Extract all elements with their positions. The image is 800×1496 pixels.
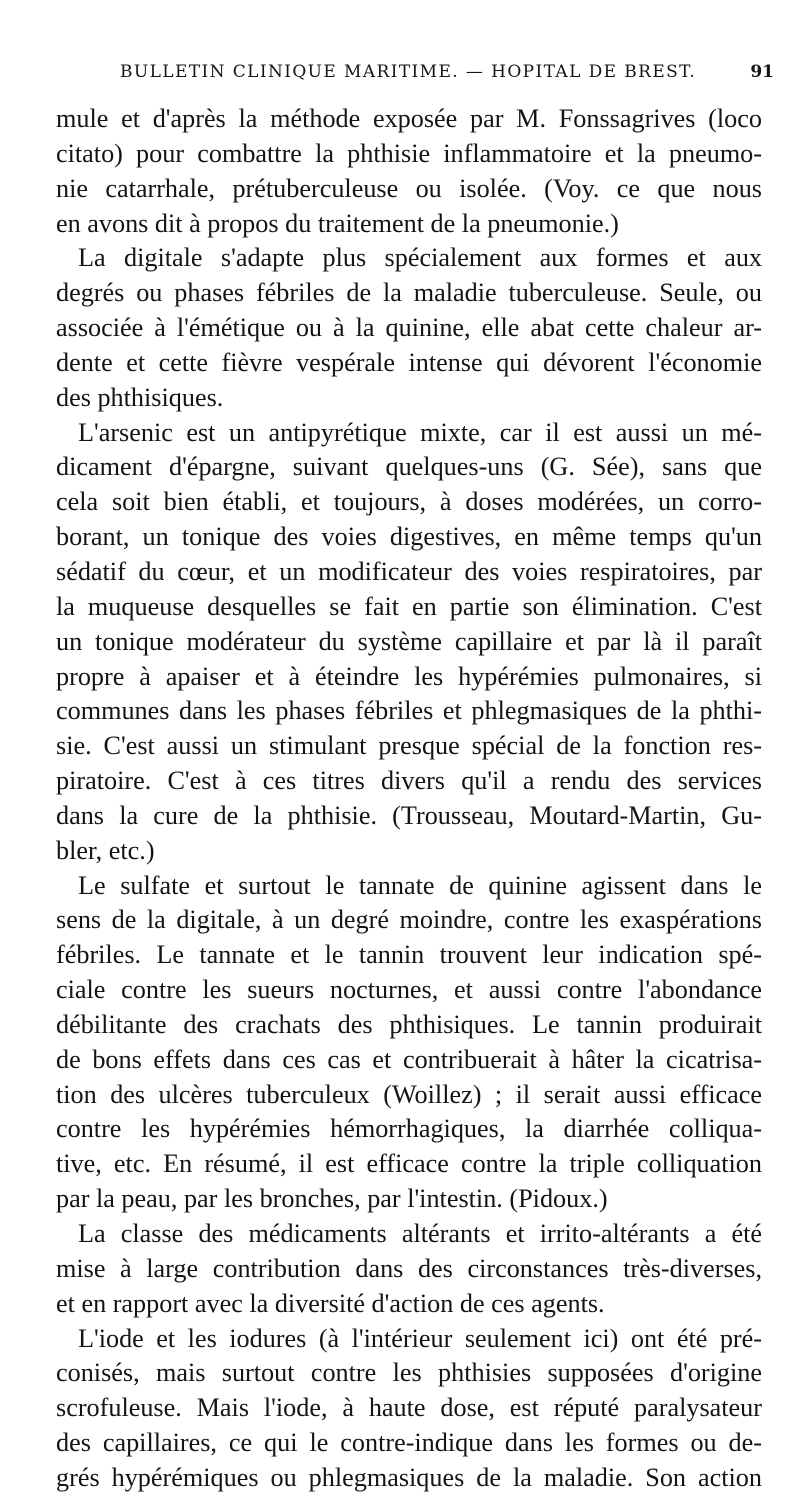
paragraph-first-line: La digitale s'adapte plus spécialement aux formes et aux <box>78 243 762 273</box>
text-line: un tonique modérateur du système capillaire et par là il paraît <box>56 626 762 656</box>
text-line: communes dans les phases fébriles et phlegmasiques de la phthi- <box>56 696 762 726</box>
text-line: propre à apaiser et à éteindre les hypérémies pulmonaires, si <box>56 661 762 691</box>
text-line: scrofuleuse. Mais l'iode, à haute dose, est réputé paralysateur <box>56 1393 762 1423</box>
text-line: associée à l'émétique ou à la quinine, elle abat cette chaleur ar- <box>56 313 762 343</box>
text-line: mule et d'après la méthode exposée par M. Fonssagrives (loco <box>56 104 762 133</box>
text-line: citato) pour combattre la phthisie inflammatoire et la pneumo- <box>56 138 762 168</box>
text-line: cela soit bien établi, et toujours, à doses modérées, un corro- <box>56 487 762 517</box>
text-line: débilitante des crachats des phthisiques. Le tannin produirait <box>56 1009 762 1039</box>
text-line: de bons effets dans ces cas et contribuerait à hâter la cicatrisa- <box>56 1044 762 1074</box>
text-line: grés hypérémiques ou phlegmasiques de la maladie. Son action <box>56 1462 762 1492</box>
body-text <box>56 102 762 1496</box>
text-line: fébriles. Le tannate et le tannin trouvent leur indication spé- <box>56 940 762 970</box>
paragraph-first-line: L'arsenic est un antipyrétique mixte, car il est aussi un mé- <box>78 417 762 447</box>
text-line: la muqueuse desquelles se fait en partie son élimination. C'est <box>56 591 762 621</box>
paragraph-first-line: Le sulfate et surtout le tannate de quinine agissent dans le <box>78 870 762 900</box>
text-line: en avons dit à propos du traitement de la pneumonie.) <box>56 208 619 238</box>
paragraph-first-line: La classe des médicaments altérants et irrito-altérants a été <box>78 1219 762 1248</box>
text-line: conisés, mais surtout contre les phthisies supposées d'origine <box>56 1358 762 1388</box>
text-line: bler, etc.) <box>56 835 155 865</box>
text-line: nie catarrhale, prétuberculeuse ou isolée. (Voy. ce que nous <box>56 173 762 203</box>
text-line: sens de la digitale, à un degré moindre, contre les exaspérations <box>56 905 762 935</box>
text-line: piratoire. C'est à ces titres divers qu'il a rendu des services <box>56 766 762 796</box>
text-line: dente et cette fièvre vespérale intense qui dévorent l'économie <box>56 347 762 377</box>
text-line: ciale contre les sueurs nocturnes, et aussi contre l'abondance <box>56 975 762 1005</box>
text-line: contre les hypérémies hémorrhagiques, la diarrhée colliqua- <box>56 1114 762 1144</box>
text-line: par la peau, par les bronches, par l'intestin. (Pidoux.) <box>56 1184 608 1214</box>
text-line: dicament d'épargne, suivant quelques-uns (G. Sée), sans que <box>56 452 762 482</box>
text-line: tive, etc. En résumé, il est efficace contre la triple colliquation <box>56 1149 762 1179</box>
paragraph-first-line: L'iode et les iodures (à l'intérieur seulement ici) ont été pré- <box>78 1323 762 1353</box>
text-line: dans la cure de la phthisie. (Trousseau, Moutard-Martin, Gu- <box>56 800 762 830</box>
text-line: mise à large contribution dans des circonstances très-diverses, <box>56 1253 762 1283</box>
page-header <box>56 62 774 92</box>
text-line: des capillaires, ce qui le contre-indique dans les formes ou de- <box>56 1428 762 1458</box>
text-line: borant, un tonique des voies digestives, en même temps qu'un <box>56 522 762 552</box>
text-line: des phthisiques. <box>56 382 224 412</box>
text-line: sédatif du cœur, et un modificateur des voies respiratoires, par <box>56 556 762 586</box>
text-line: et en rapport avec la diversité d'action de ces agents. <box>56 1288 605 1318</box>
text-line: sie. C'est aussi un stimulant presque spécial de la fonction res- <box>56 731 762 761</box>
text-line: degrés ou phases fébriles de la maladie tuberculeuse. Seule, ou <box>56 278 762 308</box>
running-title: BULLETIN CLINIQUE MARITIME. — HOPITAL DE BREST. <box>120 62 697 82</box>
text-line: tion des ulcères tuberculeux (Woillez) ; il serait aussi efficace <box>56 1079 762 1109</box>
page-number: 91 <box>750 62 774 82</box>
